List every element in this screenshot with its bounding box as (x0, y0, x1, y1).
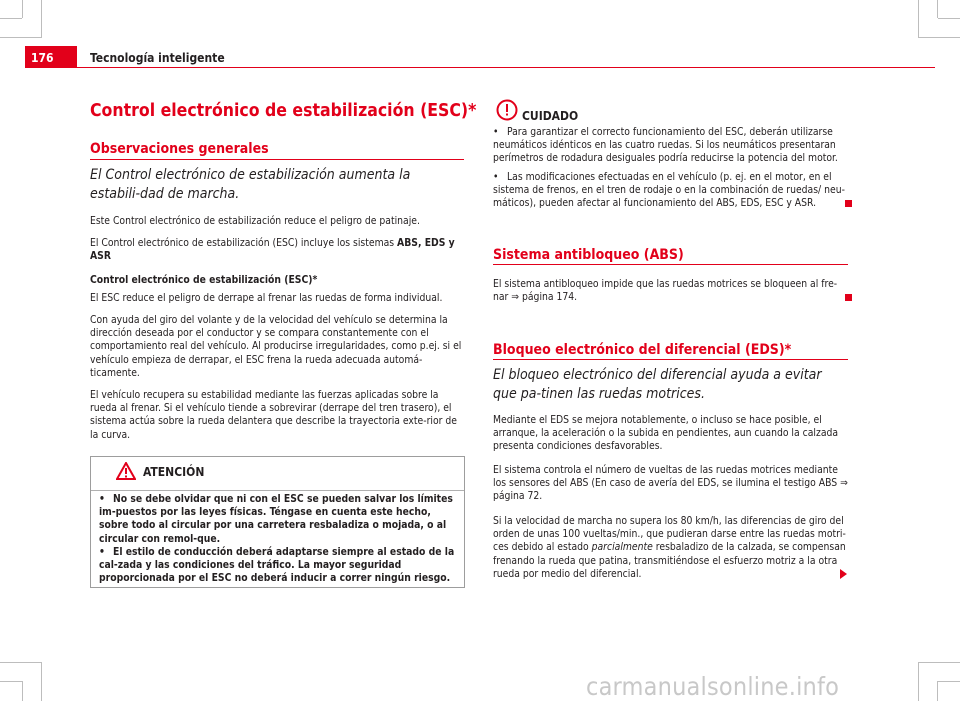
crop-mark (918, 0, 919, 37)
subtitle-abs: Sistema antibloqueo (ABS) (493, 247, 684, 263)
header-rule (77, 67, 935, 68)
paragraph: El sistema controla el número de vueltas de las ruedas motrices mediante los sensores del ABS (En caso de avería del EDS, se ilumina el testigo ABS ⇒ página 72. (493, 464, 848, 503)
crop-mark (0, 18, 22, 19)
lead-text-eds: El bloqueo electrónico del diferencial ayuda a evitar que pa-tinen las ruedas motrices. (493, 367, 822, 402)
crop-mark (937, 0, 938, 18)
paragraph: Con ayuda del giro del volante y de la velocidad del vehículo se determina la dirección deseada por el conductor y se compara constantemente con el comportamiento real del vehículo. Al producirse irregularidades, como p.ej. si el vehículo empieza de derrapar, el ESC frena la rueda adecuada automá-ticamente. (90, 314, 462, 379)
paragraph: El vehículo recupera su estabilidad mediante las fuerzas aplicadas sobre la rueda al frenar. Si el vehículo tiende a sobrevirar (derrape del tren trasero), el sistema actúa sobre la rueda delantera que describe la trayectoria exte-rior de la curva. (90, 389, 457, 441)
paragraph: Mediante el EDS se mejora notablemente, o incluso se hace posible, el arranque, la aceleración o la subida en pendientes, aun cuando la calzada presenta condiciones desfavorables. (493, 414, 839, 453)
caution-icon (496, 99, 518, 121)
subtitle-rule (493, 264, 848, 265)
paragraph-systems (90, 237, 466, 263)
bullet-dot: • (99, 546, 105, 558)
subtitle-eds: Bloqueo electrónico del diferencial (EDS)* (493, 342, 792, 358)
paragraph-abs: El sistema antibloqueo impide que las ruedas motrices se bloqueen al fre-nar ⇒ página 174. (493, 278, 838, 304)
crop-mark (41, 662, 42, 701)
caution-bullet: Para garantizar el correcto funcionamiento del ESC, deberán utilizarse neumáticos idénticos en las cuatro ruedas. Si los neumáticos presentaran perímetros de rodadura desiguales podría reducirse la potencia del motor. (493, 126, 838, 165)
crop-mark (918, 662, 960, 663)
crop-mark (41, 0, 42, 37)
caution-bullet: Las modificaciones efectuadas en el vehículo (p. ej. en el motor, en el sistema de frenos, en el tren de rodaje o en la combinación de ruedas/ neu-máticos), pueden afectar al funcionamiento del ABS, EDS, ESC y ASR. (493, 171, 845, 210)
warning-triangle-icon (116, 462, 136, 480)
caution-title: CUIDADO (522, 109, 579, 123)
bullet-dot: • (493, 126, 499, 138)
page-number: 176 (31, 51, 54, 65)
paragraph-text: resbaladizo de la calzada, se compensan frenando la rueda que patina, transmitiéndose el esfuerzo motriz a la otra rueda por medio del diferencial. (493, 541, 846, 580)
subtitle-observaciones: Observaciones generales (90, 141, 269, 157)
paragraph: Este Control electrónico de estabilización reduce el peligro de patinaje. (90, 215, 420, 227)
crop-mark (0, 662, 42, 663)
crop-mark (22, 681, 23, 701)
watermark: carmanualsonline.info (586, 672, 840, 701)
section-end-mark (845, 294, 852, 301)
crop-mark (918, 662, 919, 701)
bullet-dot: • (99, 493, 105, 505)
paragraph-bold: ABS, EDS y ASR (90, 237, 455, 263)
crop-mark (938, 681, 960, 682)
section-title-esc: Control electrónico de estabilización (ESC)* (90, 101, 477, 121)
crop-mark (938, 18, 960, 19)
subheading-esc: Control electrónico de estabilización (ESC)* (90, 274, 318, 286)
subtitle-rule (493, 359, 848, 360)
running-header: Tecnología inteligente (90, 51, 225, 65)
subtitle-rule (90, 159, 464, 160)
lead-text-esc: El Control electrónico de estabilización aumenta la estabili-dad de marcha. (90, 167, 411, 202)
warning-bullet: El estilo de conducción deberá adaptarse siempre al estado de la cal-zada y las condiciones del tráfico. La mayor seguridad proporcionada por el ESC no deberá inducir a correr ningún riesgo. (99, 546, 455, 585)
bullet-dot: • (493, 171, 499, 183)
paragraph-eds-speed (493, 515, 848, 581)
crop-mark (918, 37, 960, 38)
crop-mark (0, 681, 22, 682)
crop-mark (22, 0, 23, 18)
crop-mark (937, 681, 938, 701)
warning-bullet: No se debe olvidar que ni con el ESC se pueden salvar los límites im-puestos por las leyes físicas. Téngase en cuenta este hecho, sobre todo al circular por una carretera resbaladiza o mojada, o al circular con remol-que. (99, 493, 453, 545)
paragraph: El ESC reduce el peligro de derrape al frenar las ruedas de forma individual. (90, 292, 443, 304)
paragraph-text: Si la velocidad de marcha no supera los 80 km/h, las diferencias de giro del orden de unas 100 vueltas/min., que pudieran darse entre las ruedas motri-ces debido al estado (493, 515, 846, 554)
paragraph-italic: parcialmente (591, 541, 653, 554)
section-end-mark (845, 200, 852, 207)
paragraph-text: El Control electrónico de estabilización (ESC) incluye los sistemas (90, 237, 398, 249)
warning-title: ATENCIÓN (143, 465, 205, 479)
crop-mark (0, 37, 42, 38)
continue-arrow-icon (840, 569, 847, 579)
